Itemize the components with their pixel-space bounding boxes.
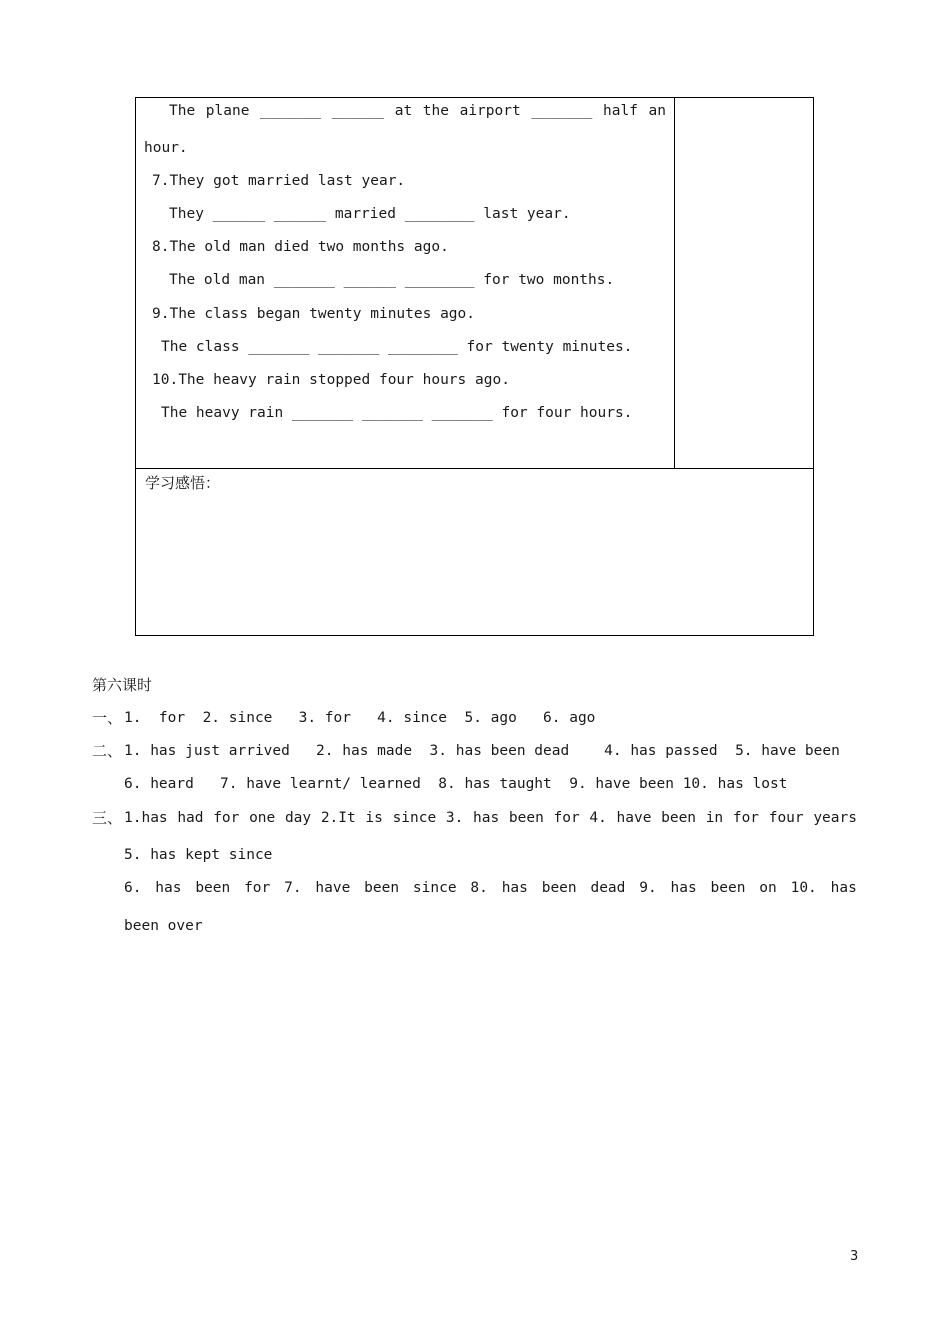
answer-word: on [759, 880, 777, 896]
section-2-marker: 二、 [92, 742, 123, 760]
page-number: 3 [850, 1249, 859, 1264]
answer-word: been [661, 810, 697, 826]
exercise-rewrite-10: The heavy rain _______ _______ _______ for four hours. [161, 405, 633, 421]
answer-word: has [830, 880, 857, 896]
section-1-answers: 1. for 2. since 3. for 4. since 5. ago 6. ago [124, 710, 596, 726]
answer-word: has [501, 880, 528, 896]
exercise-rewrite-8: The old man _______ ______ ________ for two months. [169, 272, 615, 288]
exercise-line-hour: hour. [144, 140, 188, 156]
exercise-word: The [169, 103, 196, 119]
answer-word: 9. [639, 880, 657, 896]
answer-word: been [508, 810, 544, 826]
answer-word: 4. [589, 810, 607, 826]
answer-word: years [813, 810, 857, 826]
exercise-word: at [394, 103, 413, 119]
exercise-word: the [422, 103, 449, 119]
answer-word: 3. [445, 810, 464, 826]
answer-word: since [412, 880, 457, 896]
answer-word: have [616, 810, 652, 826]
answer-word: day [284, 810, 312, 826]
exercise-word: plane [205, 103, 250, 119]
exercise-word: half [603, 103, 638, 119]
answer-word: four [768, 810, 804, 826]
answer-word: dead [590, 880, 626, 896]
exercise-word: ______ [331, 103, 385, 119]
answer-word: have [315, 880, 351, 896]
answer-word: been [710, 880, 746, 896]
exercise-word: airport [459, 103, 521, 119]
section-2-answers-line-2: 6. heard 7. have learnt/ learned 8. has taught 9. have been 10. has lost [124, 776, 788, 792]
section-3-answers-line-1 [124, 808, 857, 828]
answer-word: been [541, 880, 577, 896]
exercise-rewrite-9: The class _______ _______ ________ for twenty minutes. [161, 339, 633, 355]
section-3-marker: 三、 [92, 809, 123, 827]
exercise-word: _______ [260, 103, 322, 119]
exercise-question-10: 10.The heavy rain stopped four hours ago. [152, 372, 510, 388]
section-2-answers-line-1: 1. has just arrived 2. has made 3. has been dead 4. has passed 5. have been [124, 743, 840, 759]
answer-word: for [213, 810, 240, 826]
answer-word: been [364, 880, 400, 896]
section-3-answers-line-3 [124, 878, 857, 898]
exercise-line-6-rewrite [169, 101, 666, 121]
section-3-answers-line-4: been over [124, 918, 203, 934]
exercise-word: an [648, 103, 666, 119]
exercise-question-7: 7.They got married last year. [152, 173, 406, 189]
exercise-rewrite-7: They ______ ______ married ________ last year. [169, 206, 571, 222]
answer-word: for [244, 880, 271, 896]
answer-word: is [365, 810, 383, 826]
answer-word: 10. [790, 880, 817, 896]
answer-word: has [155, 880, 182, 896]
exercise-word: _______ [531, 103, 593, 119]
answers-title: 第六课时 [92, 676, 153, 694]
answer-word: been [195, 880, 231, 896]
section-1-marker: 一、 [92, 709, 123, 727]
answer-word: since [392, 810, 437, 826]
answer-word: for [732, 810, 760, 826]
section-3-answers-line-2: 5. has kept since [124, 847, 273, 863]
answer-word: 1.has [124, 810, 168, 826]
answer-word: has [473, 810, 500, 826]
answer-word: 8. [470, 880, 488, 896]
answer-word: in [705, 810, 724, 826]
table-divider-vertical [674, 97, 675, 469]
answer-word: for [553, 810, 580, 826]
reflection-label: 学习感悟： [145, 474, 221, 492]
answer-word: 7. [284, 880, 302, 896]
answer-word: one [249, 810, 276, 826]
answer-word: had [177, 810, 204, 826]
exercise-question-9: 9.The class began twenty minutes ago. [152, 306, 476, 322]
exercise-question-8: 8.The old man died two months ago. [152, 239, 449, 255]
answer-word: has [670, 880, 697, 896]
answer-word: 2.It [320, 810, 356, 826]
table-divider-horizontal [135, 468, 814, 469]
answer-word: 6. [124, 880, 142, 896]
